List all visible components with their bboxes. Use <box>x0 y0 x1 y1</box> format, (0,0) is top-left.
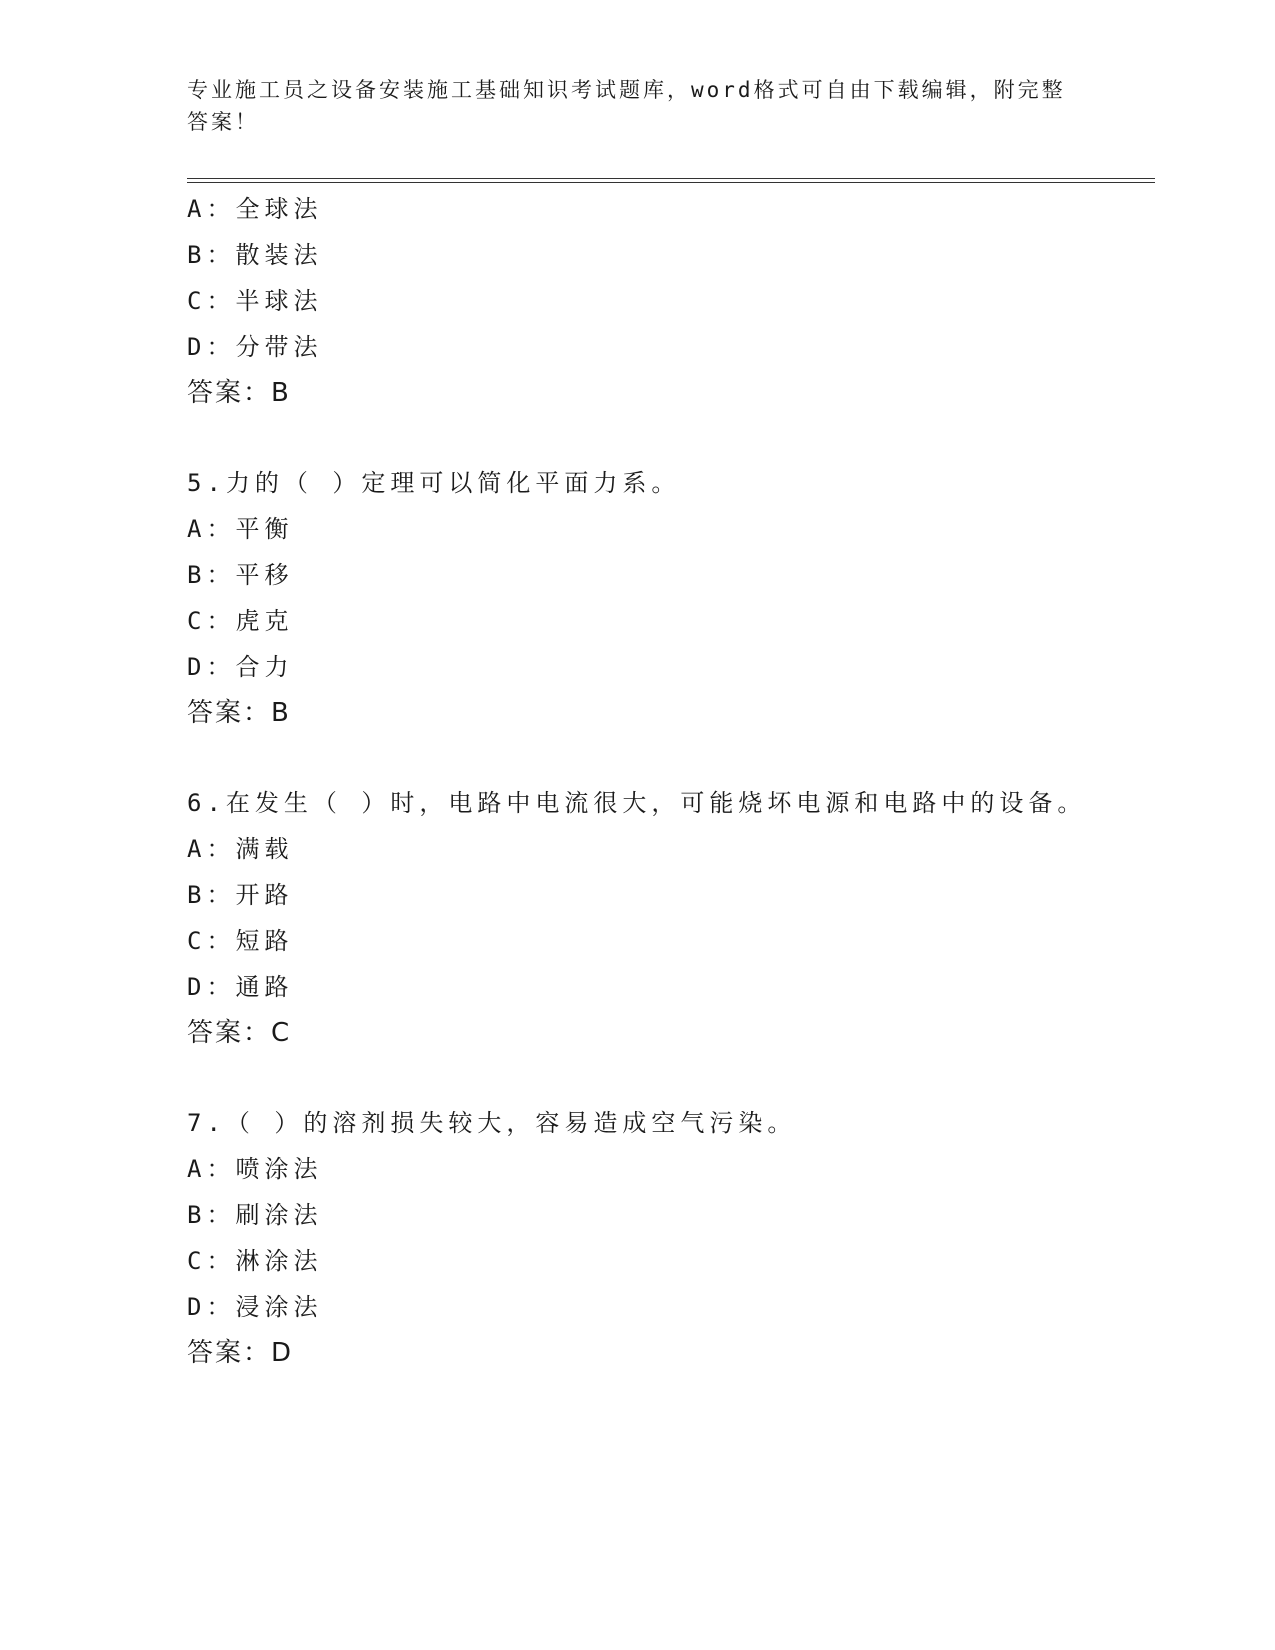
option-c: C：淋涂法 <box>187 1247 323 1275</box>
option-a: A：全球法 <box>187 195 323 223</box>
option-b: B：平移 <box>187 561 294 589</box>
question-block <box>187 460 1147 736</box>
option-d: D：浸涂法 <box>187 1293 323 1321</box>
page-header: 专业施工员之设备安装施工基础知识考试题库，word格式可自由下载编辑，附完整答案！ <box>187 78 1066 134</box>
option-d: D：分带法 <box>187 333 323 361</box>
question-text: 6.在发生（ ）时，电路中电流很大，可能烧坏电源和电路中的设备。 <box>187 789 1087 817</box>
option-c: C：半球法 <box>187 287 323 315</box>
question-block <box>187 186 1147 416</box>
question-block <box>187 780 1147 1056</box>
header-divider-bottom <box>187 182 1155 183</box>
option-d: D：合力 <box>187 653 294 681</box>
option-b: B：开路 <box>187 881 294 909</box>
option-b: B：散装法 <box>187 241 323 269</box>
option-d: D：通路 <box>187 973 294 1001</box>
option-a: A：满载 <box>187 835 294 863</box>
block-spacer <box>187 1056 1147 1100</box>
block-spacer <box>187 736 1147 780</box>
question-text: 5.力的（ ）定理可以简化平面力系。 <box>187 469 681 497</box>
block-spacer <box>187 416 1147 460</box>
answer-line: 答案：D <box>187 1338 294 1368</box>
answer-line: 答案：C <box>187 1018 292 1048</box>
question-text: 7.（ ）的溶剂损失较大，容易造成空气污染。 <box>187 1109 797 1137</box>
question-block <box>187 1100 1147 1376</box>
option-c: C：短路 <box>187 927 294 955</box>
answer-line: 答案：B <box>187 698 291 728</box>
option-b: B：刷涂法 <box>187 1201 323 1229</box>
answer-line: 答案：B <box>187 378 291 408</box>
option-c: C：虎克 <box>187 607 294 635</box>
option-a: A：喷涂法 <box>187 1155 323 1183</box>
option-a: A：平衡 <box>187 515 294 543</box>
header-divider-top <box>187 178 1155 179</box>
question-list <box>187 186 1147 1376</box>
